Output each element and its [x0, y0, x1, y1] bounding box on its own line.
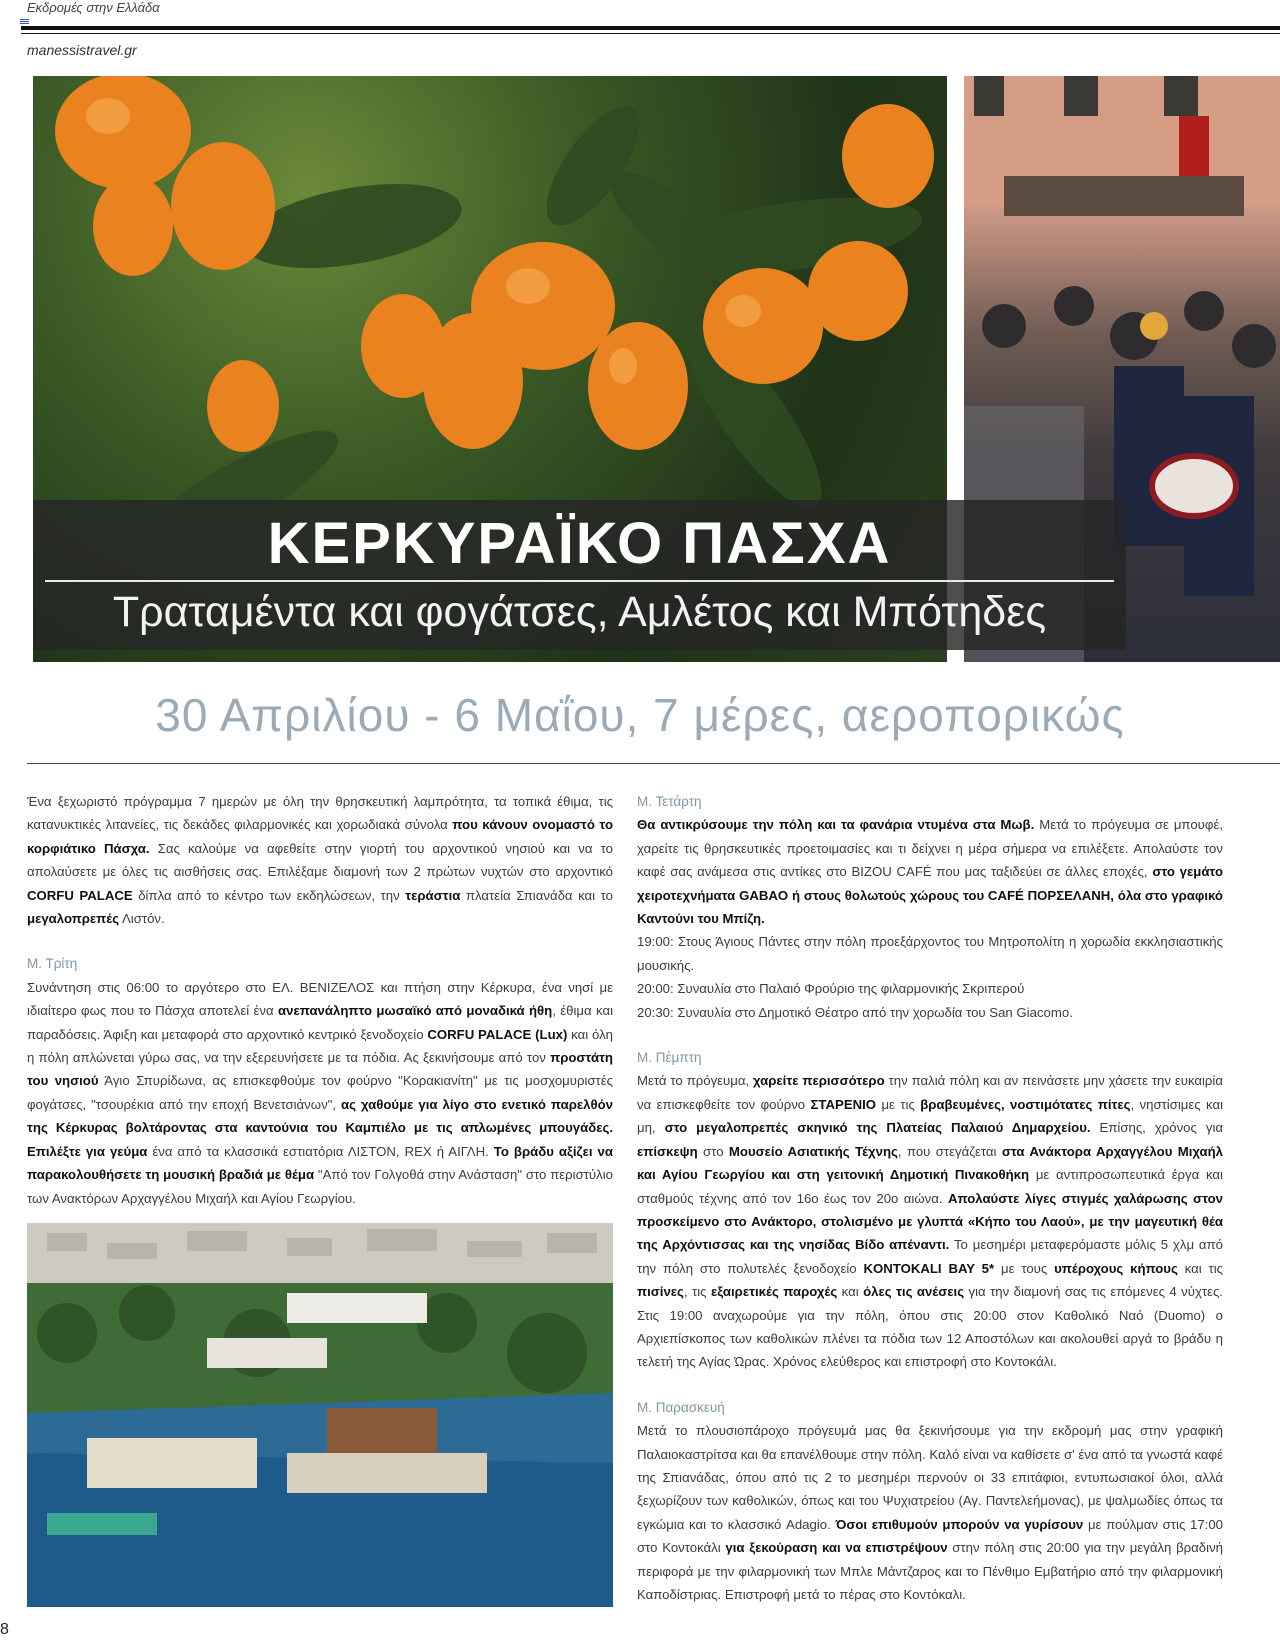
thursday-paragraph: Μετά το πρόγευμα, χαρείτε περισσότερο την παλιά πόλη και αν πεινάσετε μην χάσετε την ευκαιρία να επισκεφθείτε τον φούρνο ΣΤΑΡΕΝΙΟ με τις βραβευμένες, νοστιμότατες πίτες, νηστίσιμες και μη, στο μεγαλοπρεπές σκηνικό της Πλατείας Παλαιού Δημαρχείου. Επίσης, χρόνος για επίσκεψη στο Μουσείο Ασιατικής Τέχνης, που στεγάζεται στα Ανάκτορα Αρχαγγέλου Μιχαήλ και Αγίου Γεωργίου και στη γειτονική Δημοτική Πινακοθήκη με αντιπροσωπευτικά έργα και σταθμούς τέχνης από τον 16ο έως τον 20ο αιώνα. Απολαύστε λίγες στιγμές χαλάρωσης στον προσκείμενο στο Ανάκτορο, στολισμένο με γλυπτά «Κήπο του Λαού», με την μαγευτική θέα της Αρχόντισσας και της νησίδας Βίδο απέναντι. Το μεσημέρι μεταφερόμαστε μόλις 5 χλμ από την πόλη στο πολυτελές ξενοδοχείο KONTOKALI BAY 5* με τους υπέροχους κήπους και τις πισίνες, τις εξαιρετικές παροχές και όλες τις ανέσεις για την διαμονή σας τις επόμενες 4 νύχτες. Στις 19:00 αναχωρούμε για την πόλη, όπου στις 20:00 στον Καθολικό Ναό (Duomo) ο Αρχιεπίσκοπος των καθολικών πλένει τα πόδια των 12 Αποστόλων και ακολουθεί αργά το βράδυ η τελετή της Αγίας Ώρας. Χρόνος ελεύθερος και επιστροφή στο Κοντοκάλι.	[637, 1073, 1224, 1370]
wednesday-schedule-2: 20:00: Συναυλία στο Παλαιό Φρούριο της φιλαρμονικής Σκριπερού	[637, 981, 1025, 997]
header-rule	[21, 26, 1280, 30]
wednesday-paragraph: Θα αντικρύσουμε την πόλη και τα φανάρια ντυμένα στα Μωβ. Μετά το πρόγευμα σε μπουφέ, χαρείτε τις θρησκευτικές προετοιμασίες και τι δείχνει η μέρα σήμερα να επιλέξετε. Απολαύστε τον καφέ σας ανάμεσα στις αντίκες στο BIZOU CAFÉ που μας ταξιδεύει σε άλλες εποχές, στο γεμάτο χειροτεχνήματα GABAO ή στους θολωτούς χώρους του CAFÉ ΠΟΡΣΕΛΑΝΗ, όλα στο γραφικό Καντούνι του Μπίζη.	[637, 817, 1223, 927]
wednesday-schedule-1: 19:00: Στους Άγιους Πάντες στην πόλη προεξάρχοντος του Μητροπολίτη η χορωδία εκκλησιαστικής μουσικής.	[637, 934, 1223, 973]
title-rule	[45, 580, 1114, 582]
hotel-aerial-photo	[27, 1223, 613, 1607]
intro-paragraph: Ένα ξεχωριστό πρόγραμμα 7 ημερών με όλη την θρησκευτική λαμπρότητα, τα τοπικά έθιμα, τις κατανυκτικές λιτανείες, τις δεκάδες φιλαρμονικές και χορωδιακά σύνολα που κάνουν ονομαστό το κορφιάτικο Πάσχα. Σας καλούμε να αφεθείτε στην γιορτή του αρχοντικού νησιού και να το απολαύσετε με όλες τις αισθήσεις σας. Επιλέξαμε διαμονή των 2 πρώτων νυχτών στο αρχοντικό CORFU PALACE δίπλα από το κέντρο των εκδηλώσεων, την τεράστια πλατεία Σπιανάδα και το μεγαλοπρεπές Λιστόν.	[27, 794, 613, 927]
left-column	[27, 790, 613, 1210]
page-subtitle: Τραταμέντα και φογάτσες, Αμλέτος και Μπότηδες	[112, 588, 1047, 636]
page-number: 8	[0, 1621, 9, 1638]
right-column	[637, 790, 1223, 1606]
section-label: Εκδρομές στην Ελλάδα	[27, 0, 160, 15]
site-url: manessistravel.gr	[27, 42, 137, 58]
flag-icon	[20, 19, 29, 24]
wednesday-schedule-3: 20:30: Συναυλία στο Δημοτικό Θέατρο από την χορωδία του San Giacomo.	[637, 1004, 1073, 1020]
header-rule-thin	[21, 33, 1280, 34]
title-band	[33, 500, 1126, 650]
day-heading-thursday: Μ. Πέμπτη	[637, 1050, 702, 1066]
tuesday-paragraph: Συνάντηση στις 06:00 το αργότερο στο ΕΛ. ΒΕΝΙΖΕΛΟΣ και πτήση στην Κέρκυρα, ένα νησί με ιδιαίτερο φως που το Πάσχα αποτελεί ένα ανεπανάληπτο μωσαϊκό από μοναδικά ήθη, έθιμα και παραδόσεις. Άφιξη και μεταφορά στο αρχοντικό κεντρικό ξενοδοχείο CORFU PALACE (Lux) και όλη η πόλη απλώνεται γύρω σας, να την εξερευνήσετε με τα πόδια. Ας ξεκινήσουμε από τον προστάτη του νησιού Άγιο Σπυρίδωνα, ας επισκεφθούμε τον φούρνο "Κορακιανίτη" με τις μοσχομυριστές φογάτσες, "τσουρέκια από την εποχή Βενετσιάνων", ας χαθούμε για λίγο στο ενετικό παρελθόν της Κέρκυρας βολτάροντας στα καντούνια του Καμπιέλο με τις απλωμένες μπουγάδες. Επιλέξτε για γεύμα ένα από τα κλασσικά εστιατόρια ΛΙΣΤΟΝ, REX ή ΑΙΓΛΗ. Το βράδυ αξίζει να παρακολουθήσετε τη μουσική βραδιά με θέμα "Από τον Γολγοθά στην Ανάσταση" στο περιστύλιο των Ανακτόρων Αρχαγγέλου Μιχαήλ και Αγίου Γεωργίου.	[27, 979, 614, 1206]
page-title: ΚΕΡΚΥΡΑΪΚΟ ΠΑΣΧΑ	[267, 511, 892, 576]
dates-rule	[27, 763, 1280, 764]
friday-paragraph: Μετά το πλουσιοπάροχο πρόγευμά μας θα ξεκινήσουμε για την εκδρομή μας στην γραφική Παλαιοκαστρίτσα και θα επανέλθουμε στην πόλη. Καλό είναι να καθίσετε σ' ένα από τα γνωστά καφέ της Σπιανάδας, όπου από τις 2 το μεσημέρι περνούν οι 33 επιτάφιοι, εντυπωσιακοί όλοι, αλλά ξεχωρίζουν των καθολικών, όπως και του Ψυχιατρείου (Αγ. Παντελεήμονας), με ψαλμωδίες όπως τα εγκώμια και το κλασσικό Adagio. Όσοι επιθυμούν μπορούν να γυρίσουν με πούλμαν στις 17:00 στο Κοντοκάλι για ξεκούραση και να επιστρέψουν στην πόλη στις 20:00 για την μεγάλη βραδινή περιφορά με την φιλαρμονική των Μπλε Μάντζαρος και το Πένθιμο Εμβατήριο από την φιλαρμονική Καποδίστριας. Επιστροφή μετά το πέρας στο Κοντόκαλι.	[637, 1423, 1223, 1602]
day-heading-wednesday: Μ. Τετάρτη	[637, 794, 702, 809]
day-heading-tuesday: Μ. Τρίτη	[27, 956, 78, 972]
day-heading-friday: Μ. Παρασκευή	[637, 1399, 725, 1415]
trip-dates: 30 Απριλίου - 6 Μαΐου, 7 μέρες, αεροπορικώς	[155, 689, 1125, 741]
